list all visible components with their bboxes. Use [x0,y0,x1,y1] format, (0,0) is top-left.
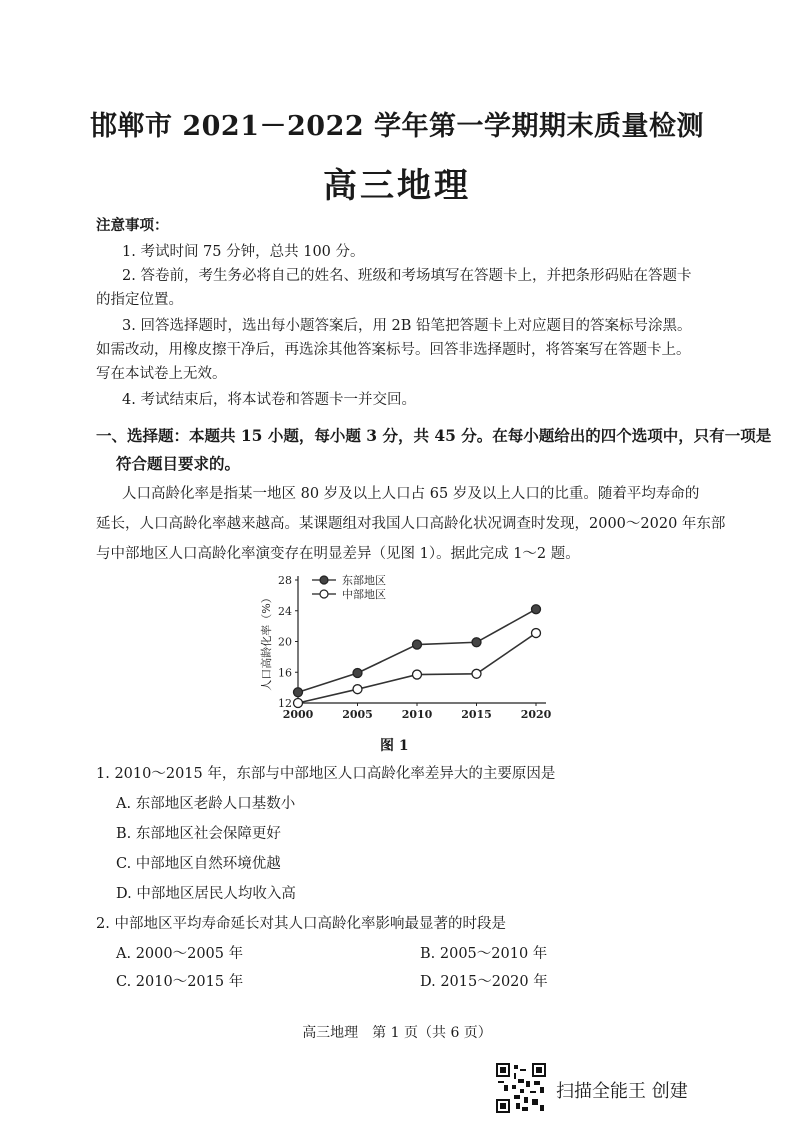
qr-code-icon [496,1063,546,1113]
x-tick-label: 2005 [342,708,373,721]
notice-item-4: 4. 考试结束后，将本试卷和答题卡一并交回。 [122,392,416,408]
legend-marker-1 [320,590,328,598]
question-2-option-d: D. 2015～2020 年 [420,974,548,990]
data-point-1-0 [294,699,303,708]
data-point-0-2 [413,640,422,649]
section-heading-line-1: 一、选择题：本题共 15 小题，每小题 3 分，共 45 分。在每小题给出的四个选项中，只有一项是 [96,426,772,445]
y-axis-label: 人口高龄化率（%） [260,592,273,691]
x-tick-label: 2020 [520,708,552,721]
x-tick-label: 2000 [282,708,314,721]
legend-label-0: 东部地区 [342,574,386,587]
notice-item-3-line-3: 写在本试卷上无效。 [96,366,227,382]
question-2-stem: 2. 中部地区平均寿命延长对其人口高龄化率影响最显著的时段是 [96,916,506,932]
question-2-option-c: C. 2010～2015 年 [116,974,244,990]
question-1-option-b: B. 东部地区社会保障更好 [116,826,281,842]
legend-label-1: 中部地区 [342,588,386,601]
exam-title: 邯郸市 2021－2022 学年第一学期期末质量检测 [89,111,705,142]
notice-heading: 注意事项： [96,217,169,234]
notice-item-3-line-1: 3. 回答选择题时，选出每小题答案后，用 2B 铅笔把答题卡上对应题目的答案标号涂黑。 [122,318,692,334]
passage-line-3: 与中部地区人口高龄化率演变存在明显差异（见图 1）。据此完成 1～2 题。 [96,546,580,562]
y-tick-label: 16 [278,666,292,680]
notice-item-1: 1. 考试时间 75 分钟，总共 100 分。 [122,244,365,260]
question-2-option-a: A. 2000～2005 年 [116,946,244,962]
passage-line-1: 人口高龄化率是指某一地区 80 岁及以上人口占 65 岁及以上人口的比重。随着平均寿命的 [122,486,700,502]
data-point-1-3 [472,669,481,678]
data-point-0-4 [532,605,541,614]
scanner-watermark: 扫描全能王 创建 [556,1081,688,1102]
legend-marker-0 [320,576,328,584]
y-tick-label: 12 [278,697,292,710]
notice-item-3-line-2: 如需改动，用橡皮擦干净后，再选涂其他答案标号。回答非选择题时，将答案写在答题卡上。 [96,342,691,358]
x-tick-label: 2010 [401,708,433,721]
figure-caption: 图 1 [380,738,409,754]
data-point-1-1 [353,685,362,694]
data-point-0-3 [472,638,481,647]
data-point-0-0 [294,688,303,697]
notice-item-2-line-2: 的指定位置。 [96,292,183,308]
question-1-option-d: D. 中部地区居民人均收入高 [116,886,296,902]
page-footer: 高三地理 第 1 页（共 6 页） [302,1025,492,1041]
question-2-option-b: B. 2005～2010 年 [420,946,548,962]
y-tick-label: 24 [278,604,292,618]
question-1-option-a: A. 东部地区老龄人口基数小 [116,796,296,812]
y-tick-label: 20 [278,635,292,649]
passage-line-2: 延长，人口高龄化率越来越高。某课题组对我国人口高龄化状况调查时发现，2000～2020 年东部 [96,516,726,532]
question-1-stem: 1. 2010～2015 年，东部与中部地区人口高龄化率差异大的主要原因是 [96,766,556,782]
x-tick-label: 2015 [461,708,492,721]
y-tick-label: 28 [278,574,292,587]
section-heading-line-2: 符合题目要求的。 [116,454,241,473]
subject-title: 高三地理 [323,166,471,206]
data-point-0-1 [353,669,362,678]
data-point-1-2 [413,670,422,679]
question-1-option-c: C. 中部地区自然环境优越 [116,856,281,872]
data-point-1-4 [532,629,541,638]
aging-rate-line-chart [250,568,560,723]
notice-item-2-line-1: 2. 答卷前，考生务必将自己的姓名、班级和考场填写在答题卡上，并把条形码贴在答题卡 [122,268,692,284]
series-line-0 [298,609,536,692]
